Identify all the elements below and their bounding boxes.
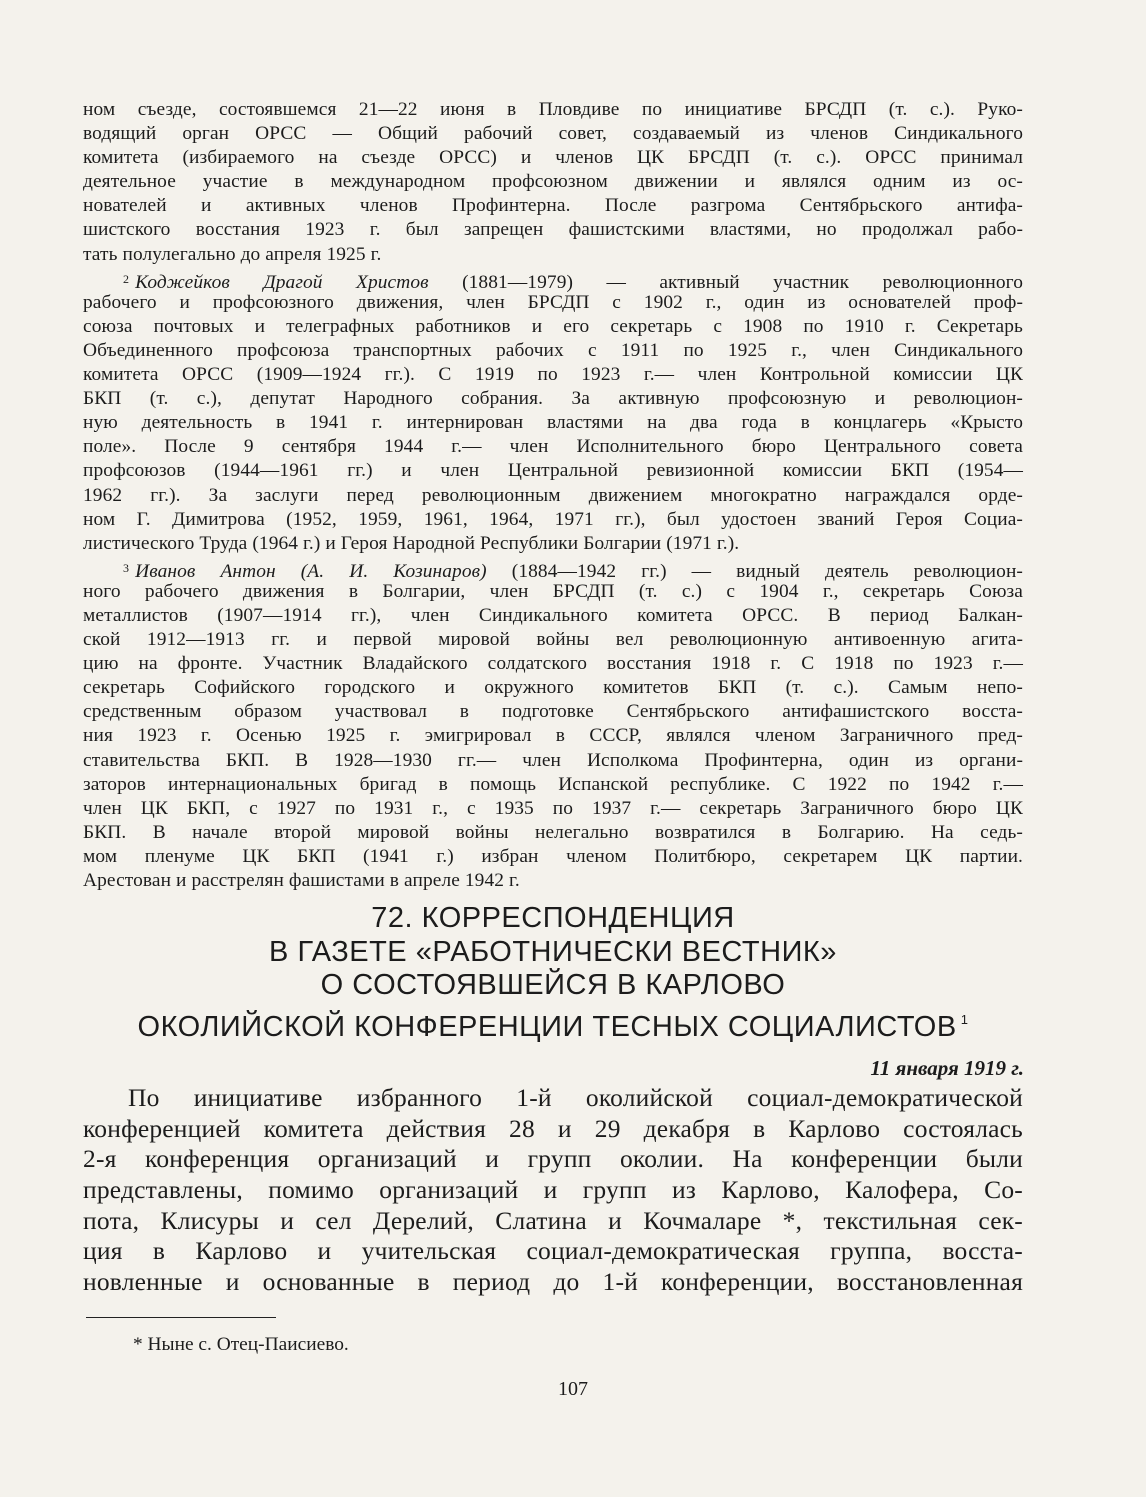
document-body bbox=[83, 1083, 1023, 1298]
footnote-2-line: комитета ОРСС (1909—1924 гг.). С 1919 по 1923 г.— член Контрольной комиссии ЦК bbox=[83, 364, 1023, 386]
footnote-3-line: ного рабочего движения в Болгарии, член БРСДП (т. с.) с 1904 г., секретарь Союза bbox=[83, 580, 1023, 602]
title-line-text: ОКОЛИЙСКОЙ КОНФЕРЕНЦИИ ТЕСНЫХ СОЦИАЛИСТОВ bbox=[137, 1010, 957, 1043]
body-line: новленные и основанные в период до 1-й конференции, восстановленная bbox=[83, 1267, 1023, 1297]
footnote-2-line: ную деятельность в 1941 г. интернирован властями на два года в концлагерь «Крысто bbox=[83, 412, 1023, 434]
title-footnote-mark: 1 bbox=[960, 1011, 969, 1027]
footnote-3-line: металлистов (1907—1914 гг.), член Синдикального комитета ОРСС. В период Балкан- bbox=[83, 604, 1023, 626]
footnote-3-line: ставительства БКП. В 1928—1930 гг.— член Исполкома Профинтерна, один из органи- bbox=[83, 749, 1023, 771]
footnote-3-line: средственным образом участвовал в подготовке Сентябрьского антифашистского восста- bbox=[83, 701, 1023, 723]
footnote-2-line: БКП (т. с.), депутат Народного собрания. За активную профсоюзную и революцион- bbox=[83, 388, 1023, 410]
footnote-3-first-text: (1884—1942 гг.) — видный деятель революцион- bbox=[511, 560, 1023, 582]
footnote-bottom: * Ныне с. Отец-Паисиево. bbox=[133, 1334, 349, 1355]
body-line: конференцией комитета действия 28 и 29 декабря в Карлово состоялась bbox=[83, 1113, 1023, 1143]
title-line: О СОСТОЯВШЕЙСЯ В КАРЛОВО bbox=[320, 969, 786, 1001]
title-line: В ГАЗЕТЕ «РАБОТНИЧЕСКИ ВЕСТНИК» bbox=[269, 935, 837, 968]
footnote-line: водящий орган ОРСС — Общий рабочий совет, создаваемый из членов Синдикального bbox=[83, 123, 1023, 145]
document-title bbox=[83, 902, 1023, 1043]
footnote-2-line: рабочего и профсоюзного движения, член БРСДП с 1902 г., один из основателей проф- bbox=[83, 291, 1023, 313]
footnote-2-person-name: Коджейков Драгой Христов bbox=[135, 271, 429, 293]
footnote-2-line: листического Труда (1964 г.) и Героя Народной Республики Болгарии (1971 г.). bbox=[83, 532, 740, 554]
body-line: ция в Карлово и учительская социал-демократическая группа, восста- bbox=[83, 1236, 1023, 1266]
body-line: представлены, помимо организаций и групп из Карлово, Калофера, Со- bbox=[83, 1175, 1023, 1205]
footnote-3-number: 3 bbox=[123, 560, 130, 575]
body-line: пота, Клисуры и сел Дерелий, Слатина и Кочмаларе *, текстильная сек- bbox=[83, 1205, 1023, 1235]
footnote-2-line: 1962 гг.). За заслуги перед революционным движением многократно награждался орде- bbox=[83, 484, 1023, 506]
title-line: 72. КОРРЕСПОНДЕНЦИЯ bbox=[371, 902, 735, 934]
footnote-2-first-text: (1881—1979) — активный участник революционного bbox=[462, 271, 1023, 293]
body-line: 2-я конференция организаций и групп околии. На конференции были bbox=[83, 1144, 1023, 1174]
footnote-line: комитета (избираемого на съезде ОРСС) и членов ЦК БРСДП (т. с.). ОРСС принимал bbox=[83, 147, 1023, 169]
footnote-2-line: ном Г. Димитрова (1952, 1959, 1961, 1964, 1971 гг.), был удостоен званий Героя Социа- bbox=[83, 508, 1023, 530]
footnote-3-line: мом пленуме ЦК БКП (1941 г.) избран членом Политбюро, секретарем ЦК партии. bbox=[83, 845, 1023, 867]
body-line: По инициативе избранного 1-й околийской социал-демократической bbox=[128, 1083, 1023, 1112]
footnote-3-line: БКП. В начале второй мировой войны нелегально возвратился в Болгарию. На седь- bbox=[83, 821, 1023, 843]
document-date: 11 января 1919 г. bbox=[870, 1056, 1024, 1080]
footnote-divider bbox=[86, 1317, 276, 1318]
footnote-2-line: Объединенного профсоюза транспортных рабочих с 1911 по 1925 г., член Синдикального bbox=[83, 339, 1023, 361]
footnote-line: нователей и активных членов Профинтерна. После разгрома Сентябрьского антифа- bbox=[83, 195, 1023, 217]
footnotes-top bbox=[83, 98, 1023, 893]
page-number: 107 bbox=[558, 1378, 588, 1400]
footnote-2-line: союза почтовых и телеграфных работников и его секретарь с 1908 по 1910 г. Секретарь bbox=[83, 315, 1023, 337]
footnote-3-line: цию на фронте. Участник Владайского солдатского восстания 1918 г. С 1918 по 1923 г.— bbox=[83, 653, 1023, 675]
footnote-3-line: ния 1923 г. Осенью 1925 г. эмигрировал в СССР, являлся членом Заграничного пред- bbox=[83, 725, 1023, 747]
footnote-2-first-line bbox=[83, 267, 1023, 291]
footnote-3-line: секретарь Софийского городского и окружного комитетов БКП (т. с.). Самым непо- bbox=[83, 677, 1023, 699]
footnote-2-line: профсоюзов (1944—1961 гг.) и член Центральной ревизионной комиссии БКП (1954— bbox=[83, 460, 1023, 482]
footnote-2-line: поле». После 9 сентября 1944 г.— член Исполнительного бюро Центрального совета bbox=[83, 436, 1023, 458]
footnote-3-person-name: Иванов Антон (А. И. Козинаров) bbox=[135, 560, 487, 582]
footnote-3-line: ской 1912—1913 гг. и первой мировой войны вел революционную антивоенную агита- bbox=[83, 629, 1023, 651]
footnote-line: шистского восстания 1923 г. был запрещен фашистскими властями, но продолжал рабо- bbox=[83, 219, 1023, 241]
footnote-line: деятельное участие в международном профсоюзном движении и являлся одним из ос- bbox=[83, 171, 1023, 193]
footnote-line: ном съезде, состоявшемся 21—22 июня в Пловдиве по инициативе БРСДП (т. с.). Руко- bbox=[83, 99, 1023, 120]
footnote-2-number: 2 bbox=[123, 271, 130, 286]
title-line-last bbox=[83, 1003, 1023, 1043]
footnote-3-line: Арестован и расстрелян фашистами в апреле 1942 г. bbox=[83, 870, 520, 891]
footnote-3-line: заторов интернациональных бригад в помощь Испанской республике. С 1922 по 1942 г.— bbox=[83, 773, 1023, 795]
footnote-3-line: член ЦК БКП, с 1927 по 1931 г., с 1935 по 1937 г.— секретарь Заграничного бюро ЦК bbox=[83, 797, 1023, 819]
footnote-line: тать полулегально до апреля 1925 г. bbox=[83, 243, 382, 265]
footnote-3-first-line bbox=[83, 556, 1023, 580]
